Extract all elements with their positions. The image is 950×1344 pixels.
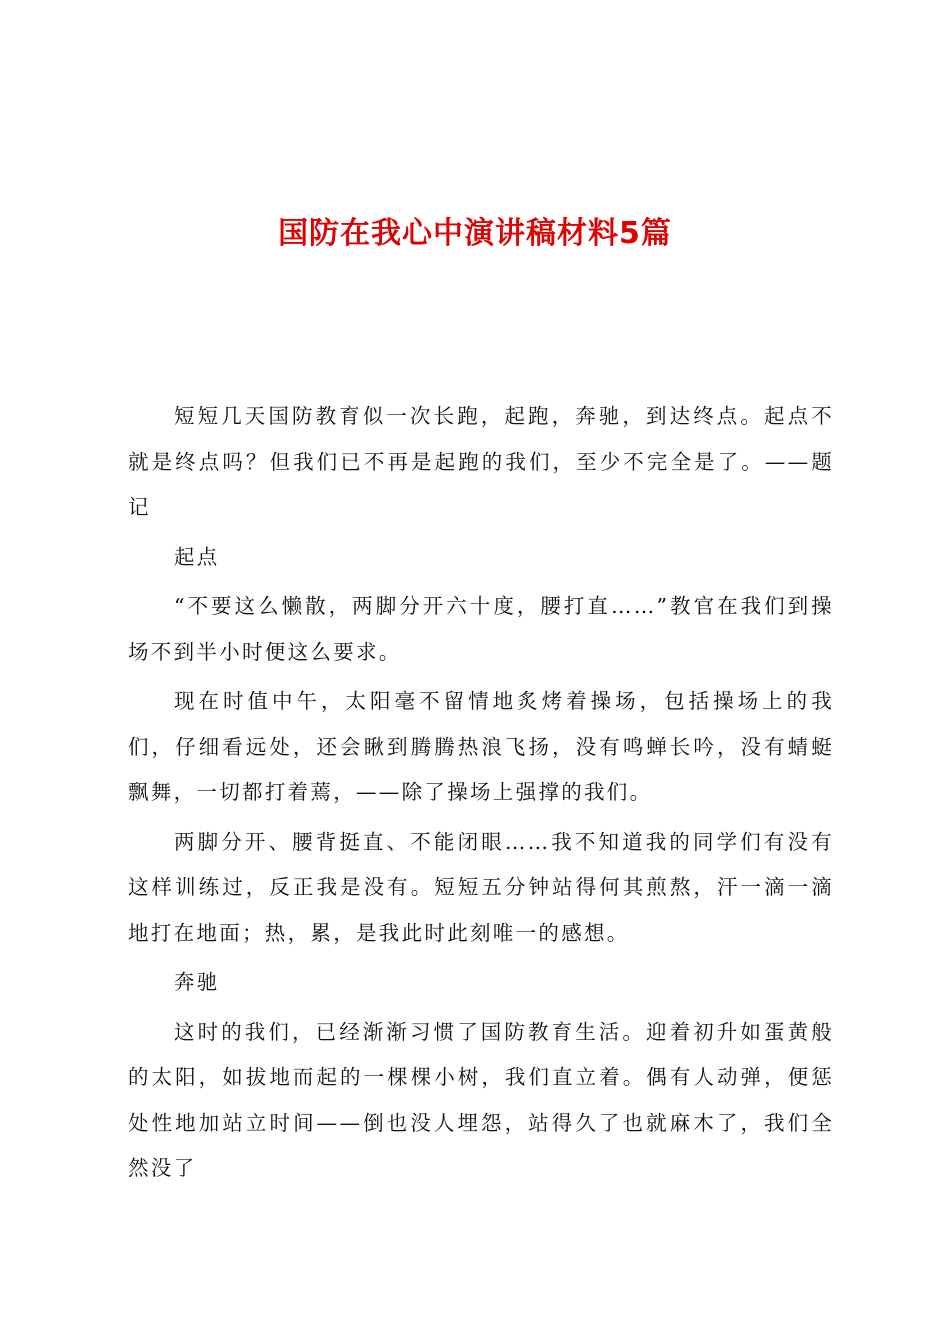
paragraph-habit: 这时的我们，已经渐渐习惯了国防教育生活。迎着初升如蛋黄般的太阳，如拔地而起的一棵棵小树，我们直立着。偶有人动弹，便惩处性地加站立时间——倒也没人埋怨，站得久了也就麻木了，我们全然没了	[128, 1019, 834, 1180]
document-title: 国防在我心中演讲稿材料5篇	[278, 216, 672, 251]
paragraph-training: 两脚分开、腰背挺直、不能闭眼……我不知道我的同学们有没有这样训练过，反正我是没有。短短五分钟站得何其煎熬，汗一滴一滴地打在地面；热，累，是我此时此刻唯一的感想。	[128, 829, 834, 945]
document-body	[128, 394, 834, 1196]
section-heading-running: 奔驰	[174, 970, 220, 994]
paragraph-noon: 现在时值中午，太阳毫不留情地炙烤着操场，包括操场上的我们，仔细看远处，还会瞅到腾腾热浪飞扬，没有鸣蝉长吟，没有蜻蜓飘舞，一切都打着蔫，——除了操场上强撑的我们。	[128, 689, 834, 804]
section-heading-start: 起点	[174, 544, 220, 569]
paragraph-epigraph: 短短几天国防教育似一次长跑，起跑，奔驰，到达终点。起点不就是终点吗？但我们已不再是起跑的我们，至少不完全是了。——题记	[128, 404, 834, 519]
paragraph-instructor: “不要这么懒散，两脚分开六十度，腰打直……”教官在我们到操场不到半小时便这么要求。	[128, 594, 834, 664]
